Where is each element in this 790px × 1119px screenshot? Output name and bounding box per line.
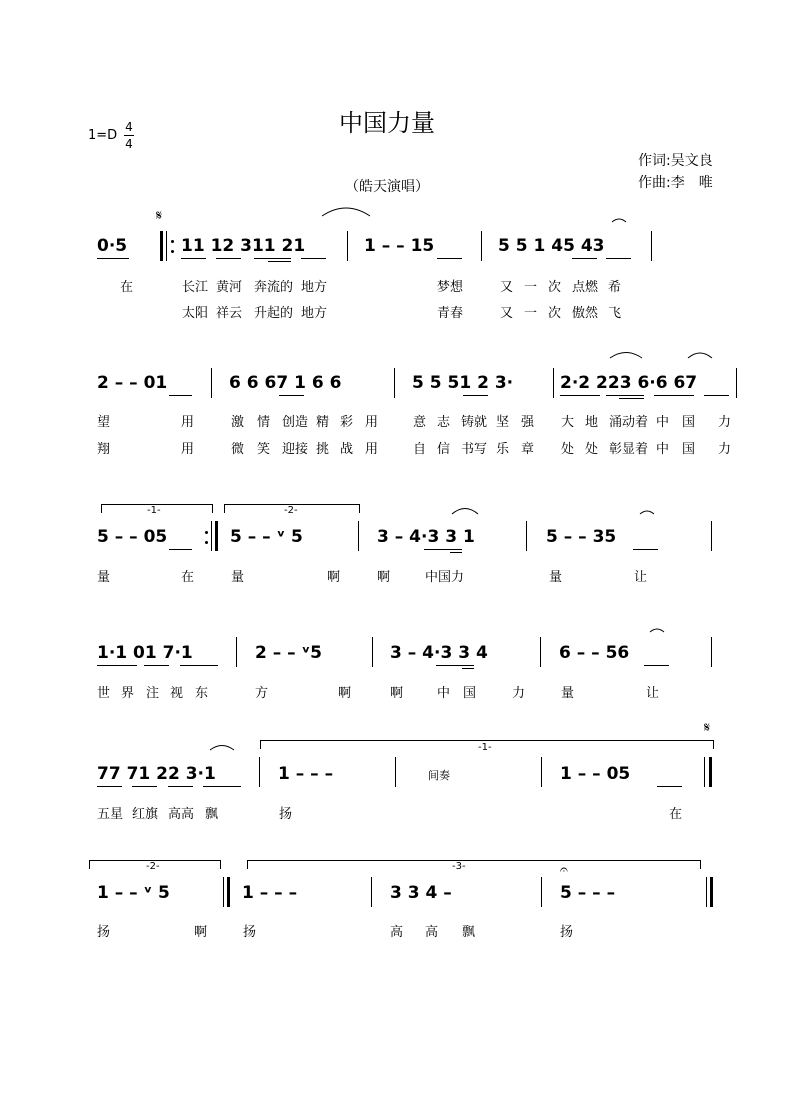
volta-number: -2- [146, 861, 160, 872]
lyric: 扬 [243, 925, 257, 940]
measure-notes: 2 – – 01 [97, 373, 168, 393]
lyric: 点燃 [572, 280, 599, 295]
lyric: 让 [646, 686, 660, 701]
lyric: 战 [340, 442, 354, 457]
measure-notes: 11 12 311 21 [181, 236, 306, 256]
measure-notes: 77 71 22 3·1 [97, 764, 216, 784]
lyric: 世 [97, 686, 111, 701]
volta-number: -2- [284, 505, 298, 516]
lyric: 量 [549, 570, 563, 585]
measure-notes: 1 – – ᵛ 5 [97, 883, 170, 903]
composer-credit: 作曲:李 唯 [638, 175, 713, 191]
lyric: 量 [561, 686, 575, 701]
measure-notes: 2 – – ᵛ5 [255, 643, 322, 663]
lyric: 飞 [608, 306, 622, 321]
lyric: 又 [500, 306, 514, 321]
lyric: 章 [521, 442, 535, 457]
lyric: 高高 [168, 807, 195, 822]
lyric: 在 [120, 280, 134, 295]
lyric: 用 [181, 415, 195, 430]
lyric: 高 [425, 925, 439, 940]
slur [210, 746, 234, 751]
measure-notes: 5 – – – [560, 883, 616, 903]
lyric: 彩 [340, 415, 354, 430]
lyric: 挑 [316, 442, 330, 457]
lyric: 又 [500, 280, 514, 295]
lyric: 青春 [437, 306, 464, 321]
lyric: 飘 [205, 807, 219, 822]
lyric: 地 [585, 415, 599, 430]
measure-notes: 1 – – 15 [364, 236, 435, 256]
lyric: 处 [561, 442, 575, 457]
measure-notes: 1·1 01 7·1 [97, 643, 193, 663]
lyric: 祥云 [216, 306, 243, 321]
lyric: 力 [718, 415, 732, 430]
lyric: 乐 [496, 442, 510, 457]
slur [650, 629, 664, 632]
lyric: 激 [231, 415, 245, 430]
lyric: 让 [634, 570, 648, 585]
lyric: 方 [255, 686, 269, 701]
lyric: 中 [437, 686, 451, 701]
segno-icon: 𝄋 [156, 208, 163, 224]
measure-notes: 5 5 51 2 3· [412, 373, 514, 393]
lyric: 力 [512, 686, 526, 701]
lyric: 涌动着 [609, 415, 649, 430]
lyric: 坚 [496, 415, 510, 430]
lyric: 扬 [97, 925, 111, 940]
lyric: 黄河 [216, 280, 243, 295]
lyric: 力 [718, 442, 732, 457]
lyric: 注 [146, 686, 160, 701]
lyric: 信 [437, 442, 451, 457]
lyric: 五星 [97, 807, 124, 822]
measure-notes: 6 – – 56 [559, 643, 630, 663]
lyric: 红旗 [132, 807, 159, 822]
lyric: 用 [365, 442, 379, 457]
lyric: 梦想 [437, 280, 464, 295]
lyric: 中国力 [425, 570, 465, 585]
lyric: 中 [656, 415, 670, 430]
lyric: 啊 [327, 570, 341, 585]
slur [612, 219, 626, 222]
lyric: 地方 [301, 280, 328, 295]
measure-notes: 0·5 [97, 236, 128, 256]
lyric: 啊 [338, 686, 352, 701]
measure-notes: 3 – 4·3 3 4 [390, 643, 488, 663]
lyric: 啊 [390, 686, 404, 701]
lyric: 次 [548, 306, 562, 321]
interlude-label: 间奏 [428, 769, 450, 782]
lyric: 扬 [560, 925, 574, 940]
slur [322, 208, 370, 216]
lyric: 傲然 [572, 306, 599, 321]
key-signature: 1=D [88, 128, 118, 143]
lyric: 高 [390, 925, 404, 940]
lyric: 精 [316, 415, 330, 430]
measure-notes: 3 3 4 – [390, 883, 452, 903]
time-signature-top: 4 [125, 120, 133, 134]
lyric: 国 [682, 415, 696, 430]
measure-notes: 3 – 4·3 3 1 [377, 527, 475, 547]
lyric: 彰显着 [609, 442, 649, 457]
measure-notes: 5 5 1 45 43 [498, 236, 605, 256]
measure-notes: 1 – – 05 [560, 764, 631, 784]
volta-number: -1- [147, 505, 161, 516]
segno-icon: 𝄋 [704, 720, 711, 736]
lyric: 情 [257, 415, 271, 430]
slur [452, 509, 478, 515]
lyricist-credit: 作词:吴文良 [638, 153, 713, 169]
lyric: 大 [561, 415, 575, 430]
lyric: 望 [97, 415, 111, 430]
lyric: 创造 [282, 415, 309, 430]
slur [610, 353, 642, 359]
lyric: 国 [463, 686, 477, 701]
lyric: 迎接 [282, 442, 309, 457]
lyric: 用 [181, 442, 195, 457]
lyric: 东 [195, 686, 209, 701]
lyric: 太阳 [182, 306, 209, 321]
measure-notes: 5 – – ᵛ 5 [230, 527, 303, 547]
lyric: 长江 [182, 280, 209, 295]
lyric: 用 [365, 415, 379, 430]
lyric: 铸就 [461, 415, 488, 430]
lyric: 界 [121, 686, 135, 701]
lyric: 国 [682, 442, 696, 457]
song-title: 中国力量 [339, 109, 435, 137]
lyric: 量 [231, 570, 245, 585]
lyric: 一 [524, 280, 538, 295]
lyric: 一 [524, 306, 538, 321]
volta-number: -1- [478, 742, 492, 753]
measure-notes: 5 – – 35 [546, 527, 617, 547]
measure-notes: 1 – – – [242, 883, 298, 903]
lyric: 志 [437, 415, 451, 430]
lyric: 书写 [461, 442, 488, 457]
lyric: 次 [548, 280, 562, 295]
lyric: 笑 [257, 442, 271, 457]
lyric: 微 [231, 442, 245, 457]
measure-notes: 6 6 67 1 6 6 [229, 373, 342, 393]
measure-notes: 2·2 223 6·6 67 [560, 373, 698, 393]
slur [688, 353, 712, 358]
lyric: 希 [608, 280, 622, 295]
measure-notes: 1 – – – [278, 764, 334, 784]
lyric: 飘 [462, 925, 476, 940]
lyric: 啊 [377, 570, 391, 585]
measure-notes: 5 – – 05 [97, 527, 168, 547]
lyric: 处 [585, 442, 599, 457]
lyric: 意 [413, 415, 427, 430]
lyric: 在 [181, 570, 195, 585]
lyric: 升起的 [254, 306, 294, 321]
lyric: 中 [656, 442, 670, 457]
lyric: 在 [669, 807, 683, 822]
lyric: 奔流的 [254, 280, 294, 295]
fermata-icon: 𝄐 [560, 862, 568, 878]
lyric: 视 [170, 686, 184, 701]
lyric: 翔 [97, 442, 111, 457]
lyric: 扬 [279, 807, 293, 822]
time-signature-bottom: 4 [125, 137, 133, 151]
lyric: 量 [97, 570, 111, 585]
slur [640, 511, 654, 514]
lyric: 强 [521, 415, 535, 430]
lyric: 啊 [194, 925, 208, 940]
lyric: 地方 [301, 306, 328, 321]
singer-credit: （皓天演唱） [345, 179, 429, 195]
volta-number: -3- [452, 861, 466, 872]
lyric: 自 [413, 442, 427, 457]
